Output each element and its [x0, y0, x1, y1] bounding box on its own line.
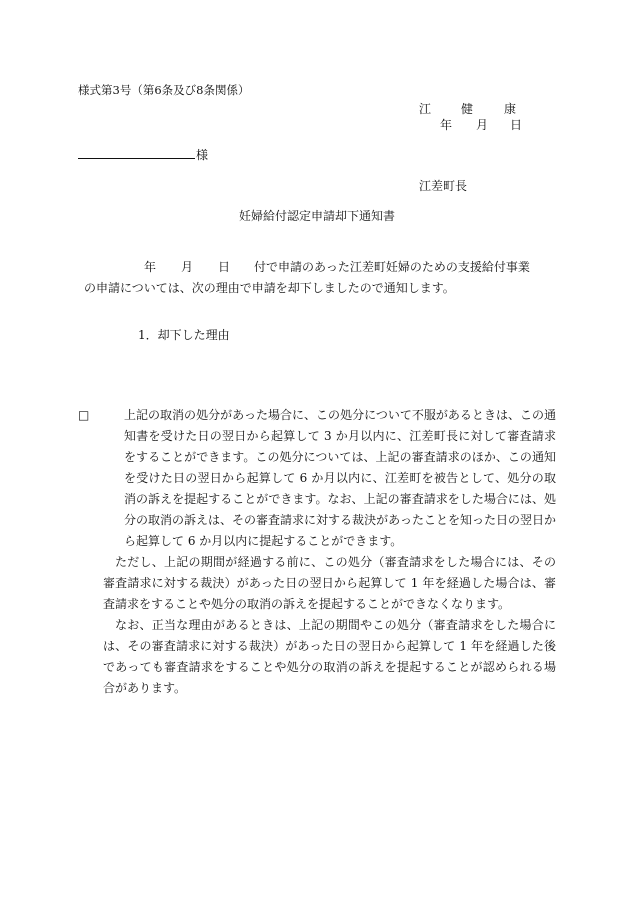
- notice-paragraph-3: なお、正当な理由があるときは、上記の期間やこの処分（審査請求をした場合には、その審査請求に対する裁決）があった日の翌日から起算して 1 年を経過した後であっても審査請求をすることや処分の取消の訴えを提起することが認められる場合があります。: [103, 618, 556, 695]
- intro-year: 年: [144, 260, 157, 274]
- intro-paragraph: [84, 257, 564, 299]
- issuer-char: 康: [504, 102, 517, 116]
- mayor-title: 江差町長: [419, 179, 468, 193]
- addressee: [78, 147, 208, 163]
- intro-month: 月: [181, 260, 194, 274]
- issuer-char: 健: [461, 102, 474, 116]
- checkbox-icon: □: [78, 408, 90, 422]
- issuer-name: [419, 101, 516, 117]
- intro-day: 日: [218, 260, 231, 274]
- date-year: 年: [440, 118, 453, 132]
- intro-line-1-text: 付で申請のあった江差町妊婦のための支援給付事業: [254, 260, 530, 274]
- issue-date: [440, 117, 522, 133]
- notice-paragraph-1-text: 上記の取消の処分があった場合に、この処分について不服があるときは、この通知書を受けた日の翌日から起算して 3 か月以内に、江差町長に対して審査請求をすることができます。この処分については、上記の審査請求のほか、この通知を受けた日の翌日から起算して 6 か月以内に、江差町を被告として、処分の取消の訴えを提起することができます。なお、上記の審査請求をした場合には、処分の取消の訴えは、その審査請求に対する裁決があったことを知った日の翌日から起算して 6 か月以内に提起することができます。: [124, 408, 556, 548]
- document-title: 妊婦給付認定申請却下通知書: [239, 209, 396, 223]
- date-day: 日: [510, 118, 523, 132]
- date-month: 月: [476, 118, 489, 132]
- addressee-suffix: 様: [196, 148, 209, 162]
- appeal-notice: [78, 405, 556, 699]
- intro-line-2: の申請については、次の理由で申請を却下しましたので通知します。: [84, 281, 455, 295]
- form-number: 様式第3号（第6条及び8条関係）: [78, 83, 250, 97]
- section-heading-reason: 1．却下した理由: [138, 328, 230, 342]
- issuer-char: 江: [419, 102, 432, 116]
- intro-line-1: [84, 257, 564, 278]
- notice-paragraph-1: [78, 405, 556, 552]
- addressee-blank-line: [78, 147, 195, 159]
- notice-paragraph-2: ただし、上記の期間が経過する前に、この処分（審査請求をした場合には、その審査請求に対する裁決）があった日の翌日から起算して 1 年を経過した場合は、審査請求をすることや処分の取消の訴えを提起することができなくなります。: [103, 555, 556, 611]
